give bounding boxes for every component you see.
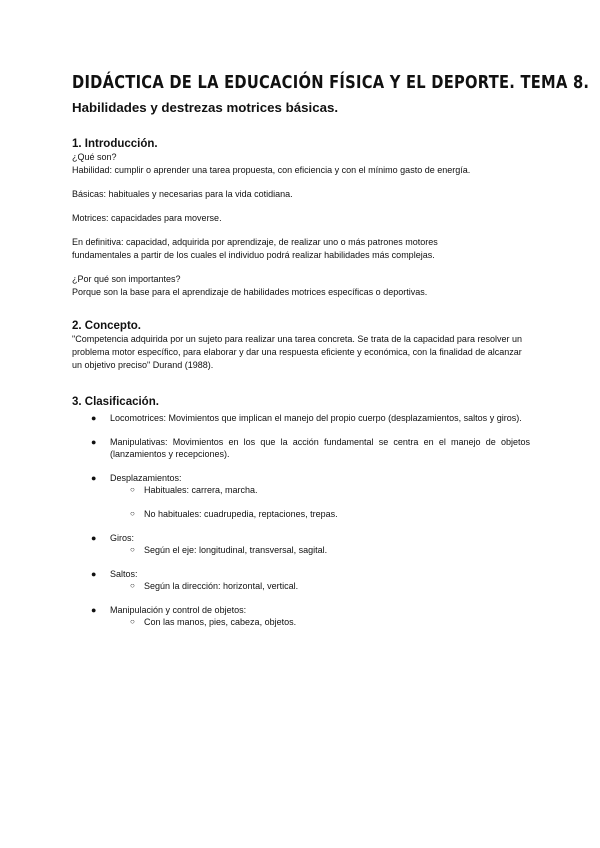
concept-quote: "Competencia adquirida por un sujeto para realizar una tarea concreta. Se trata de la capacidad para resolver un problema motor específico, para elaborar y dar una respuesta eficiente y económica, con la finalidad de alcanzar un objetivo preciso" Durand (1988). [72, 334, 522, 370]
list-item [72, 568, 530, 592]
circle-bullet-icon: ○ [130, 485, 135, 494]
classification-list [72, 412, 530, 628]
sub-list-item [110, 580, 530, 592]
circle-bullet-icon: ○ [130, 545, 135, 554]
question-why: ¿Por qué son importantes? [72, 274, 181, 284]
sub-list [110, 544, 530, 556]
circle-bullet-icon: ○ [130, 617, 135, 626]
sub-list-item-text: No habituales: cuadrupedia, reptaciones, trepas. [144, 509, 338, 519]
document-title: DIDÁCTICA DE LA EDUCACIÓN FÍSICA Y EL DEPORTE. TEMA 8. [72, 73, 590, 93]
summary-line-2: fundamentales a partir de los cuales el individuo podrá realizar habilidades más complejas. [72, 250, 435, 260]
section-clasificacion [72, 395, 530, 628]
sub-list-item [110, 484, 530, 496]
question-what: ¿Qué son? [72, 152, 117, 162]
sub-list-item-text: Con las manos, pies, cabeza, objetos. [144, 617, 297, 627]
circle-bullet-icon: ○ [130, 581, 135, 590]
list-item [72, 532, 530, 556]
list-item [72, 412, 530, 424]
document-subtitle: Habilidades y destrezas motrices básicas. [72, 100, 339, 115]
circle-bullet-icon: ○ [130, 509, 135, 518]
sub-list [110, 484, 530, 520]
sub-list [110, 616, 530, 628]
document-page [72, 72, 590, 640]
sub-list-item [110, 544, 530, 556]
sub-list-item [110, 508, 530, 520]
list-item-text: Locomotrices: Movimientos que implican el manejo del propio cuerpo (desplazamientos, saltos y giros). [110, 413, 522, 423]
bullet-icon: ● [91, 569, 97, 579]
section-heading: 2. Concepto. [72, 320, 142, 332]
list-item [72, 436, 530, 460]
list-item-text: Saltos: [110, 569, 138, 579]
answer-why: Porque son la base para el aprendizaje de habilidades motrices específicas o deportivas. [72, 287, 428, 297]
summary-line-1: En definitiva: capacidad, adquirida por aprendizaje, de realizar uno o más patrones motores [72, 237, 438, 247]
list-item-text: Desplazamientos: [110, 473, 182, 483]
list-item [72, 472, 530, 520]
section-introduccion [72, 137, 530, 299]
list-item-text: Manipulación y control de objetos: [110, 605, 247, 615]
list-item [72, 604, 530, 628]
sub-list [110, 580, 530, 592]
bullet-icon: ● [91, 533, 97, 543]
section-heading: 3. Clasificación. [72, 396, 159, 408]
sub-list-item-text: Según el eje: longitudinal, transversal, sagital. [144, 545, 328, 555]
sub-list-item-text: Habituales: carrera, marcha. [144, 485, 258, 495]
list-item-text: Manipulativas: Movimientos en los que la acción fundamental se centra en el manejo de objetos (lanzamientos y recepciones). [110, 437, 530, 459]
list-item-text: Giros: [110, 533, 135, 543]
section-heading: 1. Introducción. [72, 138, 158, 150]
bullet-icon: ● [91, 605, 97, 615]
section-concepto [72, 319, 530, 372]
definition-basicas: Básicas: habituales y necesarias para la vida cotidiana. [72, 189, 293, 199]
definition-habilidad: Habilidad: cumplir o aprender una tarea propuesta, con eficiencia y con el mínimo gasto de energía. [72, 165, 471, 175]
bullet-icon: ● [91, 437, 97, 447]
sub-list-item [110, 616, 530, 628]
sub-list-item-text: Según la dirección: horizontal, vertical. [144, 581, 299, 591]
bullet-icon: ● [91, 473, 97, 483]
definition-motrices: Motrices: capacidades para moverse. [72, 213, 222, 223]
bullet-icon: ● [91, 413, 97, 423]
